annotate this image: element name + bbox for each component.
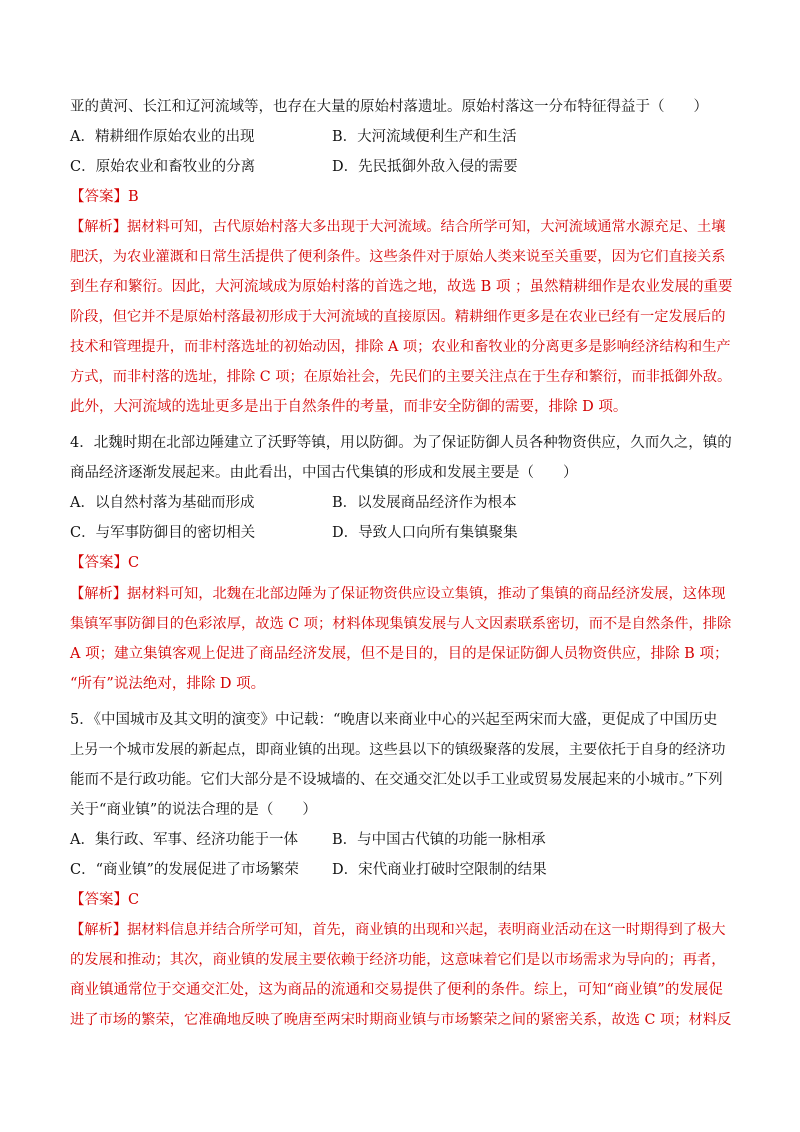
q5-option-a: A．集行政、军事、经济功能于一体 [70,832,298,848]
q4-option-c: C．与军事防御目的密切相关 [70,525,256,541]
q4-analysis-line: 集镇军事防御目的色彩浓厚，故选 C 项；材料体现集镇发展与人文因素联系密切，而不是自然条件，排除 [70,616,732,632]
q3-analysis-line: 【解析】据材料可知，古代原始村落大多出现于大河流域。结合所学可知，大河流域通常水源充足、土壤 [70,219,726,235]
q5-analysis-line: 进了市场的繁荣，它准确地反映了晚唐至两宋时期商业镇与市场繁荣之间的紧密关系，故选 C 项；材料反 [70,1012,732,1028]
q5-option-b: B．与中国古代镇的功能一脉相承 [332,832,546,848]
q5-stem-line: 5．《中国城市及其文明的演变》中记载：“晚唐以来商业中心的兴起至两宋而大盛，更促成了中国历史 [70,712,718,728]
q5-analysis-line: 商业镇通常位于交通交汇处，这为商品的流通和交易提供了便利的条件。综上，可知“商业镇”的发展促 [70,982,723,998]
q3-analysis-line: 此外，大河流域的选址更多是出于自然条件的考量，而非安全防御的需要，排除 D 项。 [70,399,628,415]
q5-stem-line: 上另一个城市发展的新起点，即商业镇的出现。这些县以下的镇级聚落的发展，主要依托于自身的经济功 [70,742,726,758]
q5-stem-line: 能而不是行政功能。它们大部分是不设城墙的、在交通交汇处以手工业或贸易发展起来的小城市。”下列 [70,772,723,788]
q3-option-b: B．大河流域便利生产和生活 [332,129,517,145]
q4-option-b: B．以发展商品经济作为根本 [332,495,517,511]
q5-stem-line: 关于“商业镇”的说法合理的是（ ） [70,802,317,818]
q4-answer: 【答案】C [70,555,140,571]
q3-stem: 亚的黄河、长江和辽河流域等，也存在大量的原始村落遗址。原始村落这一分布特征得益于（ ） [70,99,708,115]
q4-analysis-line: “所有”说法绝对，排除 D 项。 [70,676,266,692]
q5-analysis-line: 的发展和推动；其次，商业镇的发展主要依赖于经济功能，这意味着它们是以市场需求为导向的；再者， [70,952,726,968]
q5-answer: 【答案】C [70,892,140,908]
q3-analysis-line: 到生存和繁衍。因此，大河流域成为原始村落的首选之地，故选 B 项 ；虽然精耕细作是农业发展的重要 [70,279,733,295]
q4-option-a: A．以自然村落为基础而形成 [70,495,255,511]
q3-analysis-line: 肥沃，为农业灌溉和日常生活提供了便利条件。这些条件对于原始人类来说至关重要，因为它们直接关系 [70,249,726,265]
q5-option-d: D．宋代商业打破时空限制的结果 [332,862,547,878]
q3-analysis-line: 技术和管理提升，而非村落选址的初始动因，排除 A 项；农业和畜牧业的分离更多是影响经济结构和生产 [70,339,731,355]
q5-analysis-line: 【解析】据材料信息并结合所学可知，首先，商业镇的出现和兴起，表明商业活动在这一时期得到了极大 [70,922,726,938]
q4-option-d: D．导致人口向所有集镇聚集 [332,525,518,541]
q5-option-c: C．“商业镇”的发展促进了市场繁荣 [70,862,299,878]
q3-analysis-line: 方式，而非村落的选址，排除 C 项；在原始社会，先民们的主要关注点在于生存和繁衍，而非抵御外敌。 [70,369,732,385]
q3-answer: 【答案】B [70,189,139,205]
q3-option-d: D．先民抵御外敌入侵的需要 [332,159,518,175]
q4-stem-line: 4．北魏时期在北部边陲建立了沃野等镇，用以防御。为了保证防御人员各种物资供应，久而久之，镇的 [70,435,732,451]
q3-analysis-line: 阶段，但它并不是原始村落最初形成于大河流域的直接原因。精耕细作更多是在农业已经有一定发展后的 [70,309,726,325]
q4-stem-line: 商品经济逐渐发展起来。由此看出，中国古代集镇的形成和发展主要是（ ） [70,465,578,481]
q3-option-c: C．原始农业和畜牧业的分离 [70,159,256,175]
q4-analysis-line: A 项；建立集镇客观上促进了商品经济发展，但不是目的，目的是保证防御人员物资供应，排除 B 项； [70,646,729,662]
q4-analysis-line: 【解析】据材料可知，北魏在北部边陲为了保证物资供应设立集镇，推动了集镇的商品经济发展，这体现 [70,586,726,602]
q3-option-a: A．精耕细作原始农业的出现 [70,129,255,145]
